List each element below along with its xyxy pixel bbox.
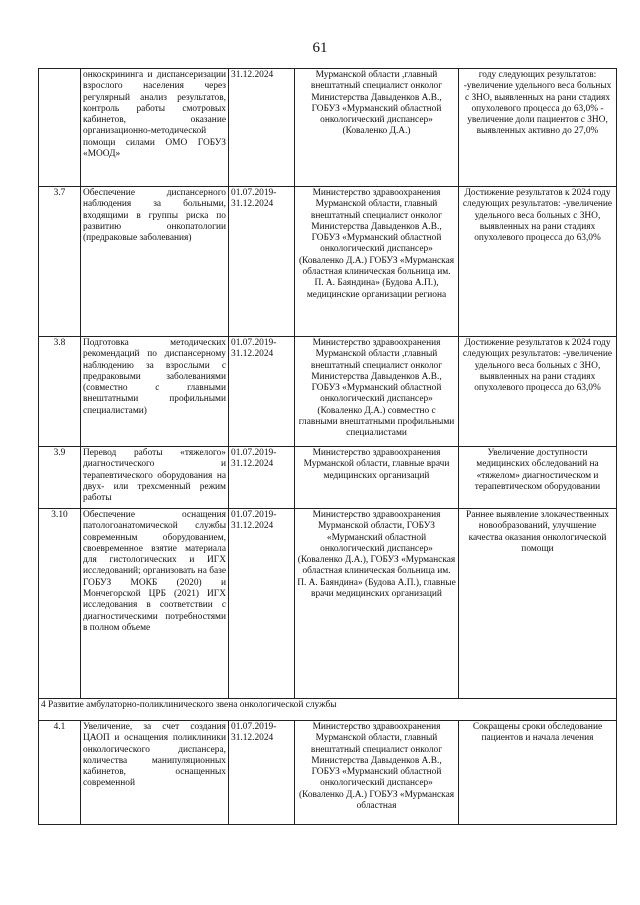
responsible-cell: Министерство здравоохранения Мурманской области, главный внештатный специалист онколог Министерства Давыденков А.В., ГОБУЗ «Мурманский областной онкологический диспансер» (Коваленко Д.А.) ГОБУЗ «Мурманская областная клиническая больница им. П. А. Баяндина» (Будова А.П.), медицинские организации региона <box>295 187 459 337</box>
event-cell: Перевод работы «тяжелого» диагностического и терапевтического оборудования на двух- или трехсменный режим работы <box>81 447 229 509</box>
result-cell: Раннее выявление злокачественных новообразований, улучшение качества оказания онкологической помощи <box>459 509 617 699</box>
page-number: 61 <box>312 40 328 56</box>
date-cell: 31.12.2024 <box>229 69 295 187</box>
result-cell: Увеличение доступности медицинских обследований на «тяжелом» диагностическом и терапевтическом оборудовании <box>459 447 617 509</box>
responsible-cell: Мурманской области ,главный внештатный специалист онколог Министерства Давыденков А.В., ГОБУЗ «Мурманский областной онкологический диспансер» (Коваленко Д.А.) <box>295 69 459 187</box>
row-number: 3.8 <box>39 337 81 447</box>
table-row <box>39 69 617 187</box>
responsible-cell: Министерство здравоохранения Мурманской области ,главный внештатный специалист онколог Министерства Давыденков А.В., ГОБУЗ «Мурманский областной онкологический диспансер» (Коваленко Д.А.) совместно с главными внештатными профильными специалистами <box>295 337 459 447</box>
event-cell: Обеспечение диспансерного наблюдения за больными, входящими в группы риска по развитию онкопатологии (предраковые заболевания) <box>81 187 229 337</box>
table-row <box>39 721 617 825</box>
date-cell: 01.07.2019-31.12.2024 <box>229 721 295 825</box>
section-title: 4 Развитие амбулаторно-поликлинического звена онкологической службы <box>39 699 617 721</box>
result-cell: году следующих результатов: -увеличение удельного веса больных с ЗНО, выявленных на рани стадиях опухолевого процесса до 63,0% - увеличение доли пациентов с ЗНО, выявленных активно до 27,0% <box>459 69 617 187</box>
responsible-cell: Министерство здравоохранения Мурманской области, главный внештатный специалист онколог Министерства Давыденков А.В., ГОБУЗ «Мурманский областной онкологический диспансер» (Коваленко Д.А.) ГОБУЗ «Мурманская областная <box>295 721 459 825</box>
row-number: 3.7 <box>39 187 81 337</box>
date-cell: 01.07.2019-31.12.2024 <box>229 337 295 447</box>
event-cell: Увеличение, за счет создания ЦАОП и оснащения поликлиники онкологического диспансера, количества манипуляционных кабинетов, оснащенных современной <box>81 721 229 825</box>
row-number: 3.10 <box>39 509 81 699</box>
measures-table <box>38 68 617 825</box>
responsible-cell: Министерство здравоохранения Мурманской области, ГОБУЗ «Мурманский областной онкологический диспансер» (Коваленко Д.А.), ГОБУЗ «Мурманская областная клиническая больница им. П. А. Баяндина» (Будова А.П.), главные врачи медицинских организаций <box>295 509 459 699</box>
row-number: 3.9 <box>39 447 81 509</box>
table-row <box>39 447 617 509</box>
result-cell: Сокращены сроки обследование пациентов и начала лечения <box>459 721 617 825</box>
responsible-cell: Министерство здравоохранения Мурманской области, главные врачи медицинских организаций <box>295 447 459 509</box>
event-cell: онкоскрининга и диспансеризации взрослого населения через регулярный анализ результатов, контроль работы смотровых кабинетов, оказание организационно-методической помощи силами ОМО ГОБУЗ «МООД» <box>81 69 229 187</box>
date-cell: 01.07.2019-31.12.2024 <box>229 187 295 337</box>
table-row <box>39 187 617 337</box>
event-cell: Подготовка методических рекомендаций по диспансерному наблюдению за взрослыми с предраковыми заболеваниями (совместно с главными внештатными профильными специалистами) <box>81 337 229 447</box>
section-row <box>39 699 617 721</box>
date-cell: 01.07.2019-31.12.2024 <box>229 509 295 699</box>
row-number: 4.1 <box>39 721 81 825</box>
result-cell: Достижение результатов к 2024 году следующих результатов: -увеличение удельного веса больных с ЗНО, выявленных на рани стадиях опухолевого процесса до 63,0% <box>459 187 617 337</box>
table-row <box>39 337 617 447</box>
date-cell: 01.07.2019-31.12.2024 <box>229 447 295 509</box>
table-row <box>39 509 617 699</box>
result-cell: Достижение результатов к 2024 году следующих результатов: -увеличение удельного веса больных с ЗНО, выявленных на рани стадиях опухолевого процесса до 63,0% <box>459 337 617 447</box>
event-cell: Обеспечение оснащения патологоанатомической службы современным оборудованием, своевременное взятие материала для гистологических и ИГХ исследований; организовать на базе ГОБУЗ МОКБ (2020) и Мончегорской ЦРБ (2021) ИГХ исследования в соответствии с диагностическими потребностями в полном объеме <box>81 509 229 699</box>
row-number <box>39 69 81 187</box>
